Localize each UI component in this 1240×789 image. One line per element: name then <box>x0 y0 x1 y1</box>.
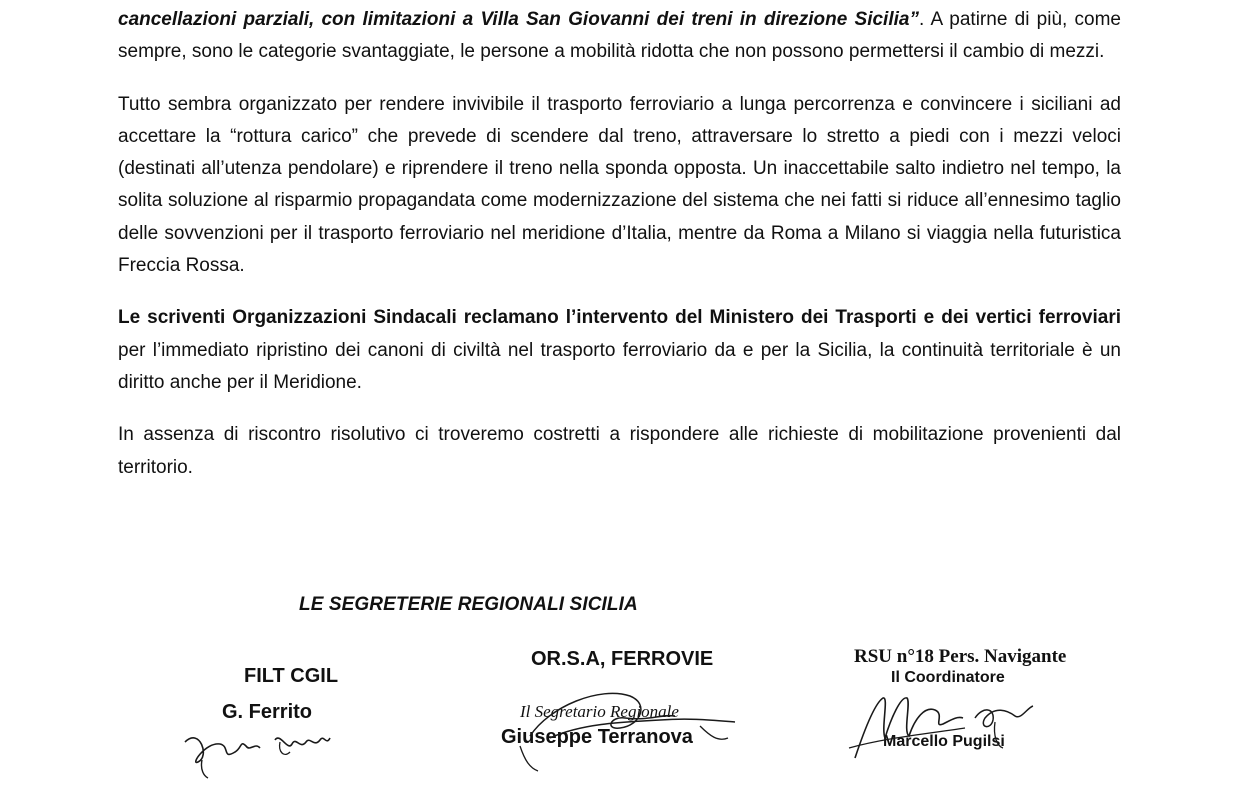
filt-cgil-signature <box>180 712 340 782</box>
rsu-signature <box>845 688 1045 768</box>
rsu-role: Il Coordinatore <box>891 669 1005 686</box>
filt-cgil-org: FILT CGIL <box>244 665 339 687</box>
orsa-signature <box>490 676 750 776</box>
orsa-org: OR.S.A, FERROVIE <box>531 648 714 670</box>
paragraph-2: Tutto sembra organizzato per rendere invivibile il trasporto ferroviario a lunga percorrenza e convincere i siciliani ad accettare la “rottura carico” che prevede di scendere dal treno, attraversare lo stretto a piedi con i mezzi veloci (destinati all’utenza pendolare) e riprendere il treno nella sponda opposta. Un inaccettabile salto indietro nel tempo, la solita soluzione al risparmio propagandata come modernizzazione del sistema che nei fatti si riduce all’ennesimo taglio delle sovvenzioni per il trasporto ferroviario nel meridione d’Italia, mentre da Roma a Milano si viaggia nella futuristica Freccia Rossa. <box>118 93 1121 277</box>
paragraph-1-bold: cancellazioni parziali, con limitazioni a Villa San Giovanni dei treni in direzione Sicilia” <box>118 9 919 30</box>
paragraph-3-bold-a: Le scriventi Organizzazioni Sindacali reclamano l’intervento del Ministero dei Trasporti e dei vertici <box>118 307 1032 329</box>
paragraph-3 <box>118 302 1121 399</box>
paragraph-1 <box>118 4 1121 69</box>
letter-body <box>118 4 1121 504</box>
paragraph-3-bold-b: ferroviari <box>1038 307 1121 329</box>
signatures-heading: LE SEGRETERIE REGIONALI SICILIA <box>299 594 638 615</box>
rsu-name: Marcello Pugilsi <box>883 733 1005 750</box>
rsu-org: RSU n°18 Pers. Navigante <box>854 646 1067 667</box>
paragraph-1-text: . A patirne di più, come sempre, sono le categorie svantaggiate, le persone a mobilità ridotta che non possono permettersi il cambio di mezzi. <box>118 9 1121 63</box>
filt-cgil-name: G. Ferrito <box>222 701 313 723</box>
orsa-name: Giuseppe Terranova <box>501 726 693 748</box>
orsa-role: Il Segretario Regionale <box>520 702 679 721</box>
paragraph-3-text: per l’immediato ripristino dei canoni di civiltà nel trasporto ferroviario da e per la Sicilia, la continuità territoriale è un diritto anche per il Meridione. <box>118 339 1121 393</box>
paragraph-4: In assenza di riscontro risolutivo ci troveremo costretti a rispondere alle richieste di mobilitazione provenienti dal territorio. <box>118 424 1121 478</box>
